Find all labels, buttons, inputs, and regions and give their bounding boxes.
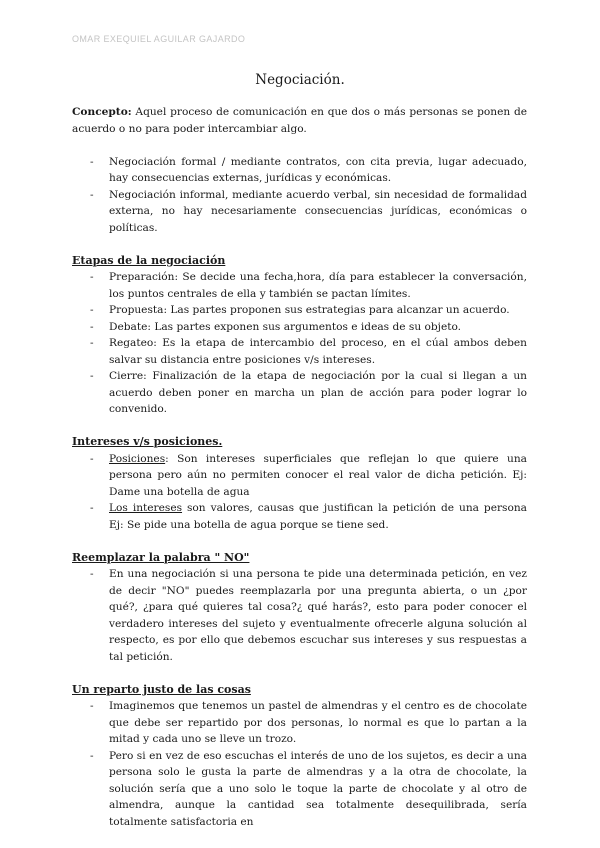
fair-split-list (72, 698, 527, 830)
list-item (72, 451, 527, 501)
list-item-text: Debate: Las partes exponen sus argumentos e ideas de su objeto. (109, 320, 462, 333)
concept-paragraph (72, 104, 527, 137)
list-item (72, 698, 527, 748)
spacer (72, 665, 527, 682)
list-item (72, 269, 527, 302)
list-item-text: Negociación formal / mediante contratos, con cita previa, lugar adecuado, hay consecuencias externas, jurídicas y económicas. (109, 155, 527, 184)
concept-text: Aquel proceso de comunicación en que dos o más personas se ponen de acuerdo o no para poder intercambiar algo. (72, 106, 527, 135)
bullet-dash: - (90, 337, 94, 349)
bullet-dash: - (90, 452, 94, 465)
term-interests: Los intereses (109, 502, 183, 514)
bullet-dash: - (90, 320, 94, 333)
spacer (72, 137, 527, 154)
list-item (72, 748, 527, 831)
list-item-text: Negociación informal, mediante acuerdo verbal, sin necesidad de formalidad externa, no hay necesariamente consecuencias jurídicas, económicas o políticas. (109, 188, 527, 234)
bullet-dash: - (90, 271, 94, 283)
list-item (72, 154, 527, 187)
bullet-dash: - (90, 502, 94, 514)
list-item (72, 319, 527, 336)
bullet-dash: - (90, 749, 94, 762)
page-title: Negociación. (255, 72, 345, 88)
bullet-dash: - (90, 304, 94, 316)
bullet-dash: - (90, 568, 94, 580)
section-heading-interests: Intereses v/s posiciones. (72, 435, 223, 448)
list-item-text: son valores, causas que justifican la petición de una persona Ej: Se pide una botella de agua porque se tiene sed. (109, 502, 527, 531)
list-item-text: Regateo: Es la etapa de intercambio del proceso, en el cúal ambos deben salvar su distancia entre posiciones v/s intereses. (109, 337, 527, 366)
list-item-text: Cierre: Finalización de la etapa de negociación por la cual si llegan a un acuerdo deben poner en marcha un plan de acción para poder lograr lo convenido. (109, 370, 527, 415)
spacer (72, 418, 527, 435)
list-item-text: Preparación: Se decide una fecha,hora, día para establecer la conversación, los puntos centrales de ella y también se pactan límites. (109, 271, 527, 300)
list-item (72, 335, 527, 368)
list-item (72, 500, 527, 533)
list-item-text: Propuesta: Las partes proponen sus estrategias para alcanzar un acuerdo. (109, 304, 510, 316)
section-heading-stages: Etapas de la negociación (72, 253, 226, 267)
document-body (72, 104, 527, 830)
list-item (72, 302, 527, 319)
bullet-dash: - (90, 700, 94, 712)
term-positions: Posiciones (109, 452, 166, 465)
section-heading-fair-split: Un reparto justo de las cosas (72, 682, 251, 696)
interests-list (72, 451, 527, 534)
author-watermark: OMAR EXEQUIEL AGUILAR GAJARDO (72, 34, 246, 44)
spacer (72, 533, 527, 550)
negotiation-types-list (72, 154, 527, 237)
concept-label: Concepto: (72, 106, 132, 118)
spacer (72, 236, 527, 253)
list-item-text: En una negociación si una persona te pide una determinada petición, en vez de decir "NO" puedes reemplazarla por una pregunta abierta, o un ¿por qué?, ¿para qué quieres tal cosa?¿ qué harás?, esto para poder conocer el verdadero intereses del sujeto y eventualmente ofrecerle alguna solución al respecto, es por ello que debemos escuchar sus intereses y sus respuestas a tal petición. (109, 568, 527, 663)
bullet-dash: - (90, 155, 94, 168)
bullet-dash: - (90, 188, 94, 201)
list-item (72, 368, 527, 418)
replace-no-list (72, 566, 527, 665)
bullet-dash: - (90, 370, 94, 382)
list-item-text: Pero si en vez de eso escuchas el interés de uno de los sujetos, es decir a una persona solo le gusta la parte de almendras y a la otra de chocolate, la solución sería que a uno solo le toque la parte de chocolate y al otro de almendra, aunque la cantidad sea totalmente desequilibrada, sería totalmente satisfactoria en (109, 749, 527, 828)
list-item (72, 187, 527, 237)
section-heading-replace-no: Reemplazar la palabra " NO" (72, 550, 250, 564)
list-item (72, 566, 527, 665)
stages-list (72, 269, 527, 418)
list-item-text: Imaginemos que tenemos un pastel de almendras y el centro es de chocolate que debe ser repartido por dos personas, lo normal es que lo partan a la mitad y cada uno se lleve un trozo. (109, 700, 527, 745)
list-item-text: : Son intereses superficiales que reflejan lo que quiere una persona pero aún no permiten conocer el real valor de dicha petición. Ej: Dame una botella de agua (109, 452, 527, 498)
